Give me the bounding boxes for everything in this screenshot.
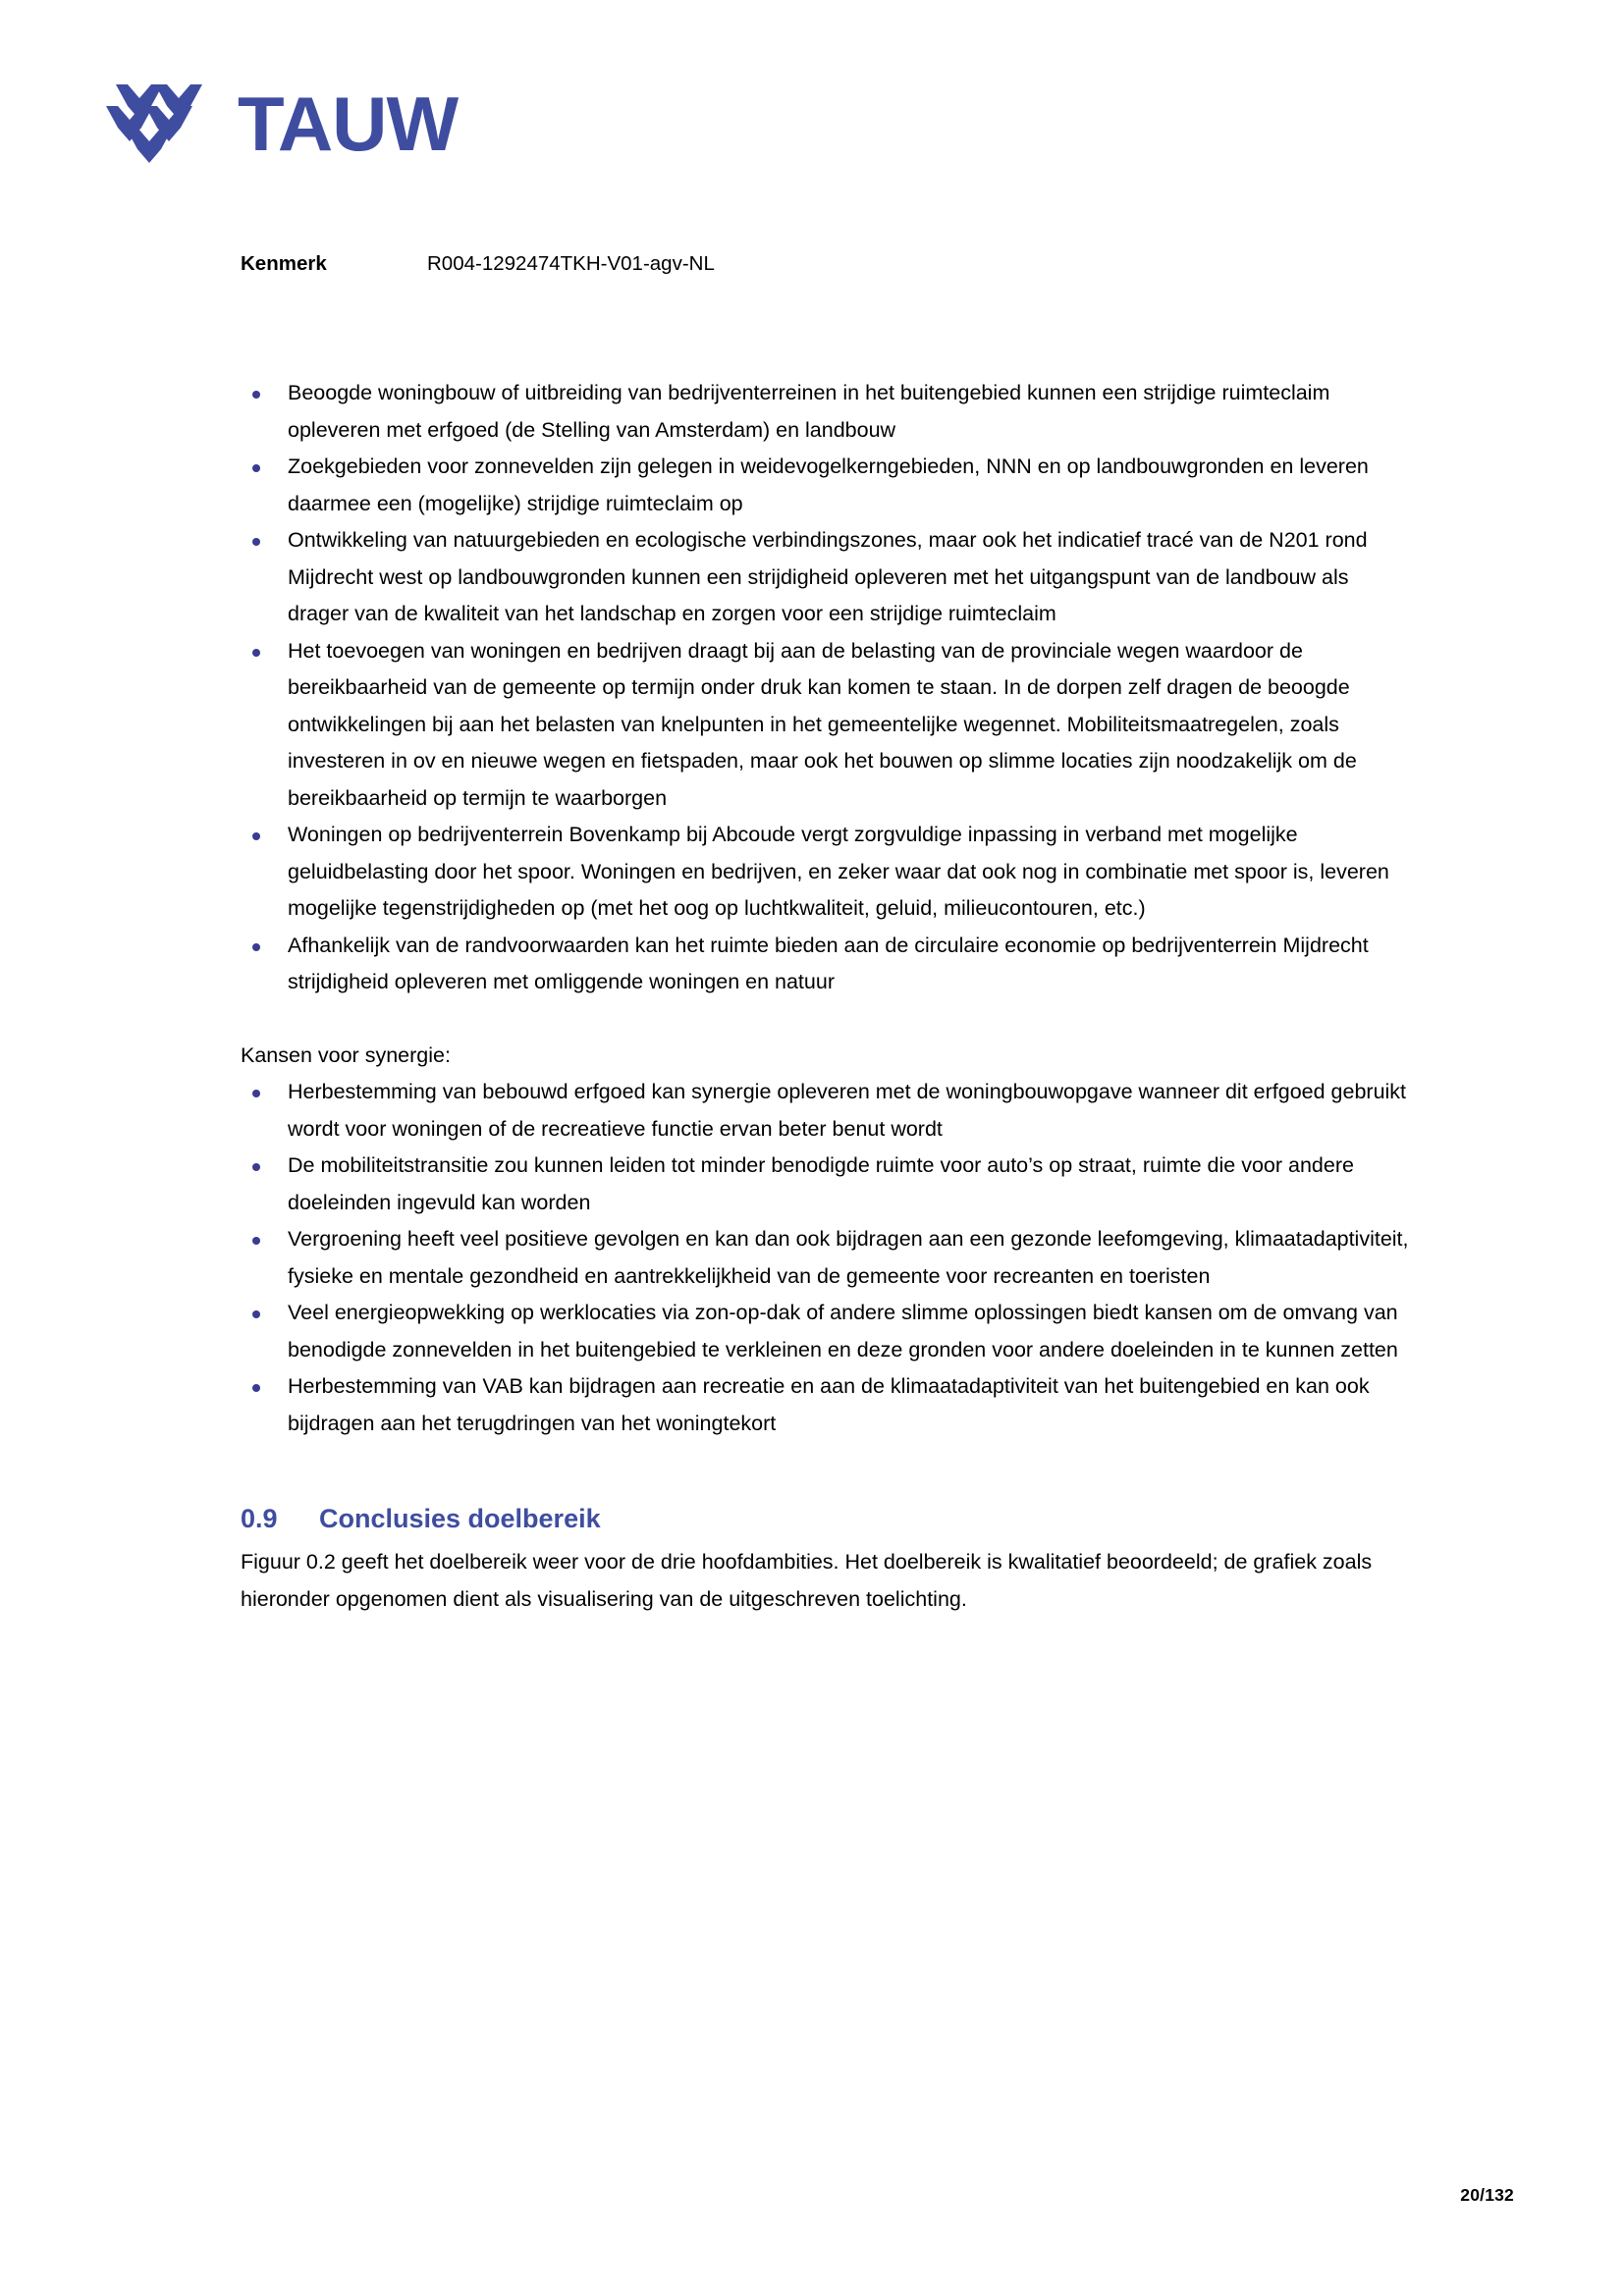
section-title: Conclusies doelbereik <box>319 1504 601 1533</box>
tauw-chevron-lattice-logo-icon <box>106 77 212 171</box>
list-item: Herbestemming van bebouwd erfgoed kan synergie opleveren met de woningbouwopgave wanneer dit erfgoed gebruikt wordt voor woningen of de recreatieve functie ervan beter benut wordt <box>241 1074 1409 1148</box>
synergy-bullet-list <box>241 1074 1409 1442</box>
tauw-logo <box>106 77 458 171</box>
list-item: Woningen op bedrijventerrein Bovenkamp bij Abcoude vergt zorgvuldige inpassing in verband met mogelijke geluidbelasting door het spoor. Woningen en bedrijven, en zeker waar dat ook nog in combinatie met spoor is, leveren mogelijke tegenstrijdigheden op (met het oog op luchtkwaliteit, geluid, milieucontouren, etc.) <box>241 817 1409 928</box>
document-reference-row <box>241 250 715 278</box>
section-number: 0.9 <box>241 1504 278 1533</box>
list-item: Beoogde woningbouw of uitbreiding van bedrijventerreinen in het buitengebied kunnen een strijdige ruimteclaim opleveren met erfgoed (de Stelling van Amsterdam) en landbouw <box>241 375 1409 449</box>
brand-wordmark: TAUW <box>238 80 459 167</box>
section-heading <box>241 1499 1409 1538</box>
list-item: Het toevoegen van woningen en bedrijven draagt bij aan de belasting van de provinciale wegen waardoor de bereikbaarheid van de gemeente op termijn onder druk kan komen te staan. In de dorpen zelf dragen de beoogde ontwikkelingen bij aan het belasten van knelpunten in het gemeentelijke wegennet. Mobiliteitsmaatregelen, zoals investeren in ov en nieuwe wegen en fietspaden, maar ook het bouwen op slimme locaties zijn noodzakelijk om de bereikbaarheid op termijn te waarborgen <box>241 633 1409 818</box>
kenmerk-value: R004-1292474TKH-V01-agv-NL <box>427 252 715 275</box>
section-body-paragraph: Figuur 0.2 geeft het doelbereik weer voor de drie hoofdambities. Het doelbereik is kwalitatief beoordeeld; de grafiek zoals hieronder opgenomen dient als visualisering van de uitgeschreven toelichting. <box>241 1550 1373 1611</box>
list-item: Afhankelijk van de randvoorwaarden kan het ruimte bieden aan de circulaire economie op bedrijventerrein Mijdrecht strijdigheid opleveren met omliggende woningen en natuur <box>241 928 1409 1001</box>
list-item: Vergroening heeft veel positieve gevolgen en kan dan ook bijdragen aan een gezonde leefomgeving, klimaatadaptiviteit, fysieke en mentale gezondheid en aantrekkelijkheid van de gemeente voor recreanten en toeristen <box>241 1221 1409 1295</box>
page-number: 20/132 <box>1460 2185 1514 2205</box>
list-item: Veel energieopwekking op werklocaties via zon-op-dak of andere slimme oplossingen biedt kansen om de omvang van benodigde zonnevelden in het buitengebied te verkleinen en deze gronden voor andere doeleinden in te kunnen zetten <box>241 1295 1409 1368</box>
list-item: De mobiliteitstransitie zou kunnen leiden tot minder benodigde ruimte voor auto’s op straat, ruimte die voor andere doeleinden ingevuld kan worden <box>241 1148 1409 1221</box>
list-item: Herbestemming van VAB kan bijdragen aan recreatie en aan de klimaatadaptiviteit van het buitengebied en kan ook bijdragen aan het terugdringen van het woningtekort <box>241 1368 1409 1442</box>
kenmerk-label: Kenmerk <box>241 252 327 275</box>
document-body <box>241 375 1409 1618</box>
list-item: Zoekgebieden voor zonnevelden zijn gelegen in weidevogelkerngebieden, NNN en op landbouwgronden en leveren daarmee een (mogelijke) strijdige ruimteclaim op <box>241 449 1409 522</box>
list-item: Ontwikkeling van natuurgebieden en ecologische verbindingszones, maar ook het indicatief tracé van de N201 rond Mijdrecht west op landbouwgronden kunnen een strijdigheid opleveren met het uitgangspunt van de landbouw als drager van de kwaliteit van het landschap en zorgen voor een strijdige ruimteclaim <box>241 522 1409 633</box>
risks-bullet-list <box>241 375 1409 1001</box>
synergy-intro: Kansen voor synergie: <box>241 1042 451 1067</box>
